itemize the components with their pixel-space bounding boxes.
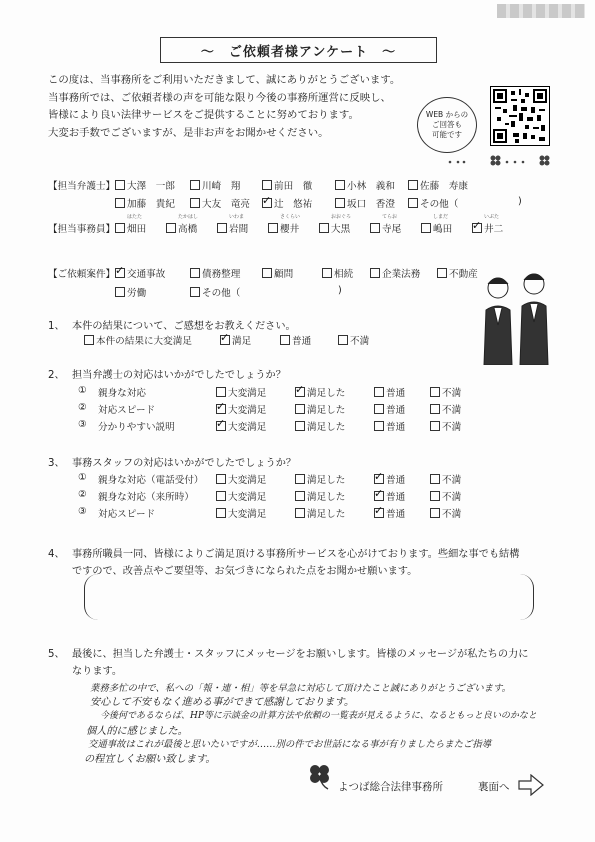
staff-option[interactable] xyxy=(166,221,197,235)
option-label: 大黒 xyxy=(331,224,351,235)
web-answer-bubble xyxy=(417,97,477,153)
question-text: 担当弁護士の対応はいかがでしたでしょうか？ xyxy=(72,370,286,381)
q1-option[interactable] xyxy=(280,333,311,347)
checkbox[interactable] xyxy=(374,404,384,414)
option-label: その他（ xyxy=(202,288,241,299)
checkbox[interactable] xyxy=(430,421,440,431)
question-number: 4、 xyxy=(48,549,65,560)
checkbox[interactable] xyxy=(335,180,345,190)
bubble-line: ご回答も xyxy=(432,120,462,129)
question-number: 1、 xyxy=(48,321,65,332)
handwritten-line: 安心して不安もなく進める事ができて感謝しております。 xyxy=(90,697,355,708)
clover-logo-icon xyxy=(305,760,335,790)
option-label: 大変満足 xyxy=(228,388,267,399)
option-label: 労働 xyxy=(127,288,147,299)
furigana: いわま xyxy=(229,214,245,220)
option-label: 満足した xyxy=(307,422,346,433)
rating-option[interactable] xyxy=(430,489,461,503)
question-text: 本件の結果について、ご感想をお教えください。 xyxy=(72,321,296,332)
rating-option[interactable] xyxy=(216,489,266,503)
option-label: 満足した xyxy=(307,509,346,520)
checkbox[interactable] xyxy=(268,223,278,233)
option-label: 畑田 xyxy=(127,224,147,235)
checkbox[interactable] xyxy=(280,335,290,345)
redacted-header xyxy=(497,4,585,18)
option-label: 嶋田 xyxy=(433,224,453,235)
checkbox[interactable] xyxy=(408,198,418,208)
checkbox[interactable] xyxy=(216,474,226,484)
checkbox[interactable] xyxy=(430,474,440,484)
checkbox-checked[interactable] xyxy=(262,198,272,208)
item-number: ① xyxy=(78,472,87,483)
option-label: 不満 xyxy=(442,475,462,486)
case-option[interactable] xyxy=(262,266,293,280)
bubble-line: WEB からの xyxy=(425,110,469,119)
case-option[interactable] xyxy=(322,266,353,280)
option-label: 大変満足 xyxy=(228,422,267,433)
option-label: 債務整理 xyxy=(202,269,241,280)
option-label: その他（ xyxy=(420,199,459,210)
lawyer-option[interactable] xyxy=(190,178,240,192)
lawyer-option[interactable] xyxy=(335,196,395,210)
rating-option[interactable] xyxy=(374,402,405,416)
option-label: 佐藤 寿康 xyxy=(420,181,468,192)
item-number: ② xyxy=(78,402,87,413)
option-label: 満足 xyxy=(232,336,252,347)
option-label: 満足した xyxy=(307,405,346,416)
handwritten-line: 個人的に感じました。 xyxy=(86,726,188,737)
rating-option[interactable] xyxy=(216,419,266,433)
checkbox[interactable] xyxy=(295,491,305,501)
paren-close: ) xyxy=(338,285,342,296)
page-title: ～ ご依頼者様アンケート ～ xyxy=(160,37,437,63)
checkbox[interactable] xyxy=(374,421,384,431)
staff-illustration-icon xyxy=(478,270,558,365)
lawyer-option[interactable] xyxy=(408,178,468,192)
handwritten-line: の程宜しくお願い致します。 xyxy=(84,754,216,765)
checkbox[interactable] xyxy=(216,387,226,397)
checkbox[interactable] xyxy=(115,198,125,208)
checkbox[interactable] xyxy=(437,268,447,278)
checkbox[interactable] xyxy=(430,508,440,518)
intro-text xyxy=(48,72,418,142)
lawyer-option[interactable] xyxy=(335,178,395,192)
option-label: 井二 xyxy=(484,224,504,235)
handwritten-line: 交通事故はこれが最後と思いたいですが……別の件でお世話になる事が有りましたらまたご指導 xyxy=(88,739,492,750)
option-label: 櫻井 xyxy=(280,224,300,235)
option-label: 高橋 xyxy=(178,224,198,235)
question-text-line: なります。 xyxy=(72,666,123,677)
question-number: 5、 xyxy=(48,649,65,660)
furigana: おおぐろ xyxy=(331,214,352,220)
checkbox[interactable] xyxy=(370,268,380,278)
rating-option[interactable] xyxy=(374,506,405,520)
checkbox[interactable] xyxy=(295,508,305,518)
lawyer-option[interactable] xyxy=(262,196,312,210)
case-option[interactable] xyxy=(190,266,240,280)
option-label: 普通 xyxy=(386,405,406,416)
item-number: ② xyxy=(78,489,87,500)
option-label: 不満 xyxy=(442,422,462,433)
checkbox[interactable] xyxy=(262,268,272,278)
checkbox[interactable] xyxy=(190,198,200,208)
option-label: 普通 xyxy=(386,388,406,399)
option-label: 前田 徹 xyxy=(274,181,313,192)
lawyer-option[interactable] xyxy=(115,178,175,192)
option-label: 普通 xyxy=(292,336,312,347)
checkbox[interactable] xyxy=(338,335,348,345)
lawyer-option[interactable] xyxy=(115,196,175,210)
intro-line: 皆様により良い法律サービスをご提供することに努めております。 xyxy=(48,109,359,121)
rating-option[interactable] xyxy=(430,472,461,486)
option-label: 大変満足 xyxy=(228,509,267,520)
checkbox[interactable] xyxy=(374,387,384,397)
checkbox[interactable] xyxy=(335,198,345,208)
option-label: 不満 xyxy=(442,509,462,520)
option-label: 加藤 貴紀 xyxy=(127,199,175,210)
question-text-line: 最後に、担当した弁護士・スタッフにメッセージをお願いします。皆様のメッセージが私たちの力に xyxy=(72,649,529,660)
checkbox[interactable] xyxy=(217,223,227,233)
checkbox[interactable] xyxy=(216,491,226,501)
checkbox[interactable] xyxy=(166,223,176,233)
option-label: 岩間 xyxy=(229,224,249,235)
checkbox-checked[interactable] xyxy=(216,421,226,431)
rating-option[interactable] xyxy=(374,419,405,433)
rating-option[interactable] xyxy=(295,506,345,520)
checkbox-checked[interactable] xyxy=(295,387,305,397)
back-page-link[interactable]: 裏面へ xyxy=(478,781,510,793)
question-text-line: 事務所職員一同、皆様によりご満足頂ける事務所サービスを心がけております。些細な事でも結構 xyxy=(72,549,520,560)
checkbox-checked[interactable] xyxy=(472,223,482,233)
staff-option[interactable] xyxy=(217,221,248,235)
question-number: 2、 xyxy=(48,370,65,381)
lawyer-option-other[interactable] xyxy=(408,196,458,210)
option-label: 企業法務 xyxy=(382,269,421,280)
rating-option[interactable] xyxy=(216,402,266,416)
staff-option[interactable] xyxy=(421,221,452,235)
rating-option[interactable] xyxy=(374,489,405,503)
furigana: たかはし xyxy=(178,214,199,220)
staff-section-label: 【担当事務員】 xyxy=(48,224,116,235)
checkbox[interactable] xyxy=(319,223,329,233)
option-label: 大変満足 xyxy=(228,475,267,486)
paren-close: ) xyxy=(518,196,522,207)
lawyer-option[interactable] xyxy=(190,196,250,210)
checkbox[interactable] xyxy=(430,404,440,414)
staff-option[interactable] xyxy=(268,221,299,235)
option-label: 相続 xyxy=(334,269,354,280)
rating-option[interactable] xyxy=(374,385,405,399)
option-label: 満足した xyxy=(307,475,346,486)
intro-line: 大変お手数でございますが、是非お声をお聞かせください。 xyxy=(48,126,329,139)
checkbox-checked[interactable] xyxy=(374,474,384,484)
case-section-label: 【ご依頼案件】 xyxy=(48,269,116,280)
case-option[interactable] xyxy=(115,285,146,299)
option-label: 不満 xyxy=(442,492,462,503)
case-option[interactable] xyxy=(370,266,420,280)
checkbox[interactable] xyxy=(430,491,440,501)
item-label: 親身な対応 xyxy=(98,388,146,399)
option-label: 大変満足 xyxy=(228,405,267,416)
checkbox[interactable] xyxy=(430,387,440,397)
option-label: 川崎 翔 xyxy=(202,181,241,192)
lawyer-option[interactable] xyxy=(262,178,312,192)
item-label: 親身な対応（電話受付） xyxy=(98,475,204,486)
question-text: 事務スタッフの対応はいかがでしたでしょうか？ xyxy=(72,458,297,469)
staff-option[interactable] xyxy=(115,221,146,235)
item-label: 分かりやすい説明 xyxy=(98,422,175,433)
item-label: 対応スピード xyxy=(98,405,156,416)
checkbox-checked[interactable] xyxy=(216,404,226,414)
checkbox[interactable] xyxy=(295,421,305,431)
staff-option[interactable] xyxy=(472,221,503,235)
intro-line: 当事務所では、ご依頼者様の声を可能な限り今後の事務所運営に反映し、 xyxy=(48,91,391,104)
option-label: 不満 xyxy=(442,388,462,399)
clover-decoration-icon xyxy=(445,153,555,167)
rating-option[interactable] xyxy=(430,419,461,433)
staff-option[interactable] xyxy=(370,221,401,235)
checkbox[interactable] xyxy=(190,268,200,278)
option-label: 大澤 一郎 xyxy=(127,181,175,192)
case-option-other[interactable] xyxy=(190,285,240,299)
rating-option[interactable] xyxy=(216,506,266,520)
checkbox[interactable] xyxy=(295,474,305,484)
rating-option[interactable] xyxy=(295,419,345,433)
furigana: てらお xyxy=(382,214,398,220)
checkbox[interactable] xyxy=(115,223,125,233)
rating-option[interactable] xyxy=(295,402,345,416)
checkbox-checked[interactable] xyxy=(374,508,384,518)
option-label: 普通 xyxy=(386,475,406,486)
firm-name: よつば総合法律事務所 xyxy=(338,781,443,793)
staff-option[interactable] xyxy=(319,221,350,235)
item-label: 対応スピード xyxy=(98,509,156,520)
rating-option[interactable] xyxy=(216,385,266,399)
furigana: しまだ xyxy=(433,214,449,220)
q1-option[interactable] xyxy=(220,333,251,347)
q1-option[interactable] xyxy=(338,333,369,347)
lawyer-section-label: 【担当弁護士】 xyxy=(48,181,116,192)
checkbox[interactable] xyxy=(322,268,332,278)
option-label: 普通 xyxy=(386,422,406,433)
option-label: 本件の結果に大変満足 xyxy=(96,336,192,347)
option-label: 普通 xyxy=(386,492,406,503)
rating-option[interactable] xyxy=(295,385,345,399)
option-label: 普通 xyxy=(386,509,406,520)
checkbox-checked[interactable] xyxy=(374,491,384,501)
furigana: いぶた xyxy=(484,214,500,220)
q1-option[interactable] xyxy=(84,333,192,347)
checkbox-checked[interactable] xyxy=(115,268,125,278)
option-label: 満足した xyxy=(307,492,346,503)
checkbox[interactable] xyxy=(115,287,125,297)
item-number: ③ xyxy=(78,419,87,430)
option-label: 坂口 香澄 xyxy=(347,199,395,210)
checkbox-checked[interactable] xyxy=(220,335,230,345)
checkbox[interactable] xyxy=(190,287,200,297)
option-label: 大友 竜亮 xyxy=(202,199,250,210)
checkbox[interactable] xyxy=(84,335,94,345)
qr-code-icon[interactable] xyxy=(490,86,550,146)
option-label: 不満 xyxy=(442,405,462,416)
rating-option[interactable] xyxy=(430,385,461,399)
checkbox[interactable] xyxy=(115,180,125,190)
rating-option[interactable] xyxy=(295,472,345,486)
checkbox[interactable] xyxy=(421,223,431,233)
checkbox[interactable] xyxy=(370,223,380,233)
option-label: 顧問 xyxy=(274,269,294,280)
comment-area[interactable] xyxy=(84,574,534,620)
item-label: 親身な対応（来所時） xyxy=(98,492,194,503)
option-label: 交通事故 xyxy=(127,269,166,280)
rating-option[interactable] xyxy=(374,472,405,486)
item-number: ① xyxy=(78,385,87,396)
item-number: ③ xyxy=(78,506,87,517)
checkbox[interactable] xyxy=(216,508,226,518)
option-label: 不満 xyxy=(350,336,370,347)
checkbox[interactable] xyxy=(408,180,418,190)
furigana: さくらい xyxy=(280,214,301,220)
option-label: 小林 義和 xyxy=(347,181,395,192)
option-label: 辻 悠祐 xyxy=(274,199,313,210)
handwritten-message xyxy=(84,680,537,765)
option-label: 満足した xyxy=(307,388,346,399)
intro-line: この度は、当事務所をご利用いただきまして、誠にありがとうございます。 xyxy=(48,74,401,86)
question-text-line: ですので、改善点やご要望等、お気づきになられた点をお聞かせ願います。 xyxy=(72,566,418,577)
rating-option[interactable] xyxy=(430,402,461,416)
furigana: はたた xyxy=(127,214,143,220)
rating-option[interactable] xyxy=(430,506,461,520)
option-label: 大変満足 xyxy=(228,492,267,503)
checkbox[interactable] xyxy=(190,180,200,190)
case-option[interactable] xyxy=(115,266,165,280)
question-number: 3、 xyxy=(48,458,65,469)
handwritten-line: 業務多忙の中で、私への「報・連・相」等を早急に対応して頂けたこと誠にありがとうございます。 xyxy=(90,683,511,694)
bubble-line: 可能です xyxy=(432,130,462,139)
rating-option[interactable] xyxy=(295,489,345,503)
arrow-right-icon[interactable] xyxy=(518,774,544,796)
checkbox[interactable] xyxy=(295,404,305,414)
handwritten-line: 今後何であるならば、HP等に示談金の計算方法や依頼の一覧表が見えるように、なるともっと良いのかなと xyxy=(100,711,537,721)
rating-option[interactable] xyxy=(216,472,266,486)
checkbox[interactable] xyxy=(262,180,272,190)
case-option[interactable] xyxy=(437,266,478,280)
option-label: 寺尾 xyxy=(382,224,402,235)
option-label: 不動産 xyxy=(449,269,478,280)
